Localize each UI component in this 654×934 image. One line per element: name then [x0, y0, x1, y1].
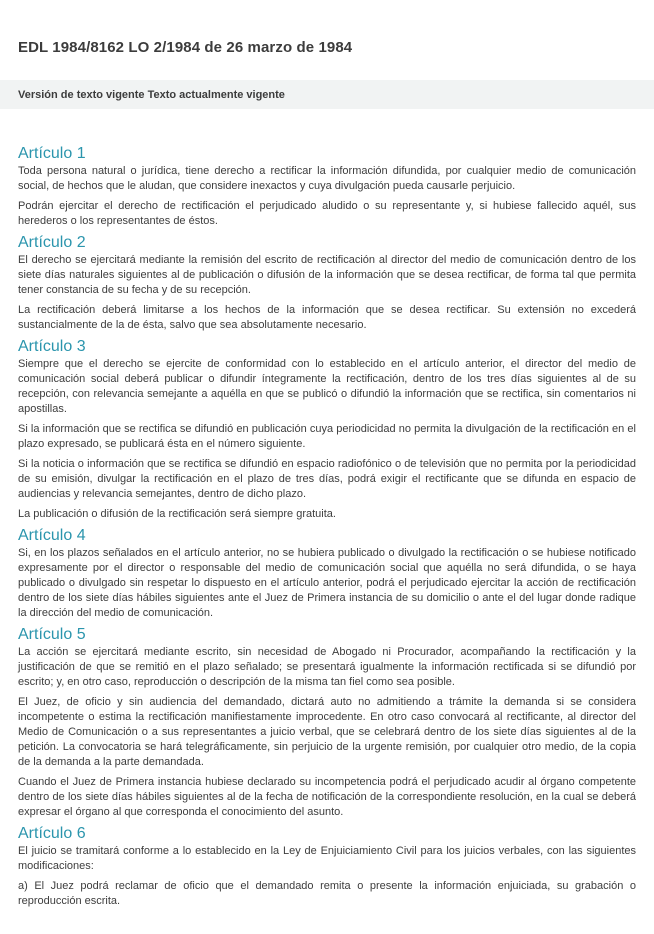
article-paragraph: El derecho se ejercitará mediante la remisión del escrito de rectificación al director del medio de comunicación dentro de los siete días naturales siguientes al de publicación o difusión de la información que se desea rectificar, de forma tal que permita tener constancia de su fecha y de su recepción. [18, 254, 636, 296]
article-paragraph: La rectificación deberá limitarse a los hechos de la información que se desea rectificar. Su extensión no excederá sustancialmente de la de ésta, salvo que sea absolutamente necesario. [18, 304, 636, 331]
article-heading-3: Artículo 3 [18, 338, 86, 355]
article-paragraph: Podrán ejercitar el derecho de rectificación el perjudicado aludido o su representante y, si hubiese fallecido aquél, sus herederos o los representantes de éstos. [18, 200, 636, 227]
articles-section [0, 109, 654, 909]
article-paragraph: El Juez, de oficio y sin audiencia del demandado, dictará auto no admitiendo a trámite la demanda si se considera incompetente o estima la rectificación manifiestamente improcedente. En otro caso convocará al rectificante, al director del Medio de Comunicación o a sus representantes a juicio verbal, que se celebrará dentro de los siete días siguientes al de la petición. La convocatoria se hará telegráficamente, sin perjuicio de la urgente remisión, por cualquier otro medio, de la copia de la demanda a la parte demandada. [18, 696, 636, 768]
document-title: EDL 1984/8162 LO 2/1984 de 26 marzo de 1984 [18, 39, 353, 56]
article-heading-6: Artículo 6 [18, 825, 86, 842]
article-heading-1: Artículo 1 [18, 145, 86, 162]
article-paragraph: Siempre que el derecho se ejercite de conformidad con lo establecido en el artículo anterior, el director del medio de comunicación social deberá publicar o difundir íntegramente la rectificación, dentro de los tres días siguientes al de su recepción, con relevancia semejante a aquélla en que se publicó o difundió la información que se rectifica, sin comentarios ni apostillas. [18, 358, 636, 415]
article-heading-4: Artículo 4 [18, 527, 86, 544]
article-paragraph: La publicación o difusión de la rectificación será siempre gratuita. [18, 508, 336, 520]
article-paragraph: El juicio se tramitará conforme a lo establecido en la Ley de Enjuiciamiento Civil para los juicios verbales, con las siguientes modificaciones: [18, 845, 636, 872]
article-paragraph: Cuando el Juez de Primera instancia hubiese declarado su incompetencia podrá el perjudicado acudir al órgano competente dentro de los siete días hábiles siguientes al de la fecha de notificación de la correspondiente resolución, en la cual se deberá expresar el órgano al que corresponda el conocimiento del asunto. [18, 776, 636, 818]
article-paragraph: Si la información que se rectifica se difundió en publicación cuya periodicidad no permita la divulgación de la rectificación en el plazo expresado, se publicará ésta en el número siguiente. [18, 423, 636, 450]
article-heading-2: Artículo 2 [18, 234, 86, 251]
article-paragraph: Toda persona natural o jurídica, tiene derecho a rectificar la información difundida, por cualquier medio de comunicación social, de hechos que le aludan, que considere inexactos y cuya divulgación pueda causarle perjuicio. [18, 165, 636, 192]
article-paragraph: Si, en los plazos señalados en el artículo anterior, no se hubiera publicado o divulgado la rectificación o se hubiese notificado expresamente por el director o responsable del medio de comunicación social que aquélla no será difundida, o se haya publicado o divulgado sin respetar lo dispuesto en el artículo anterior, podrá el perjudicado ejercitar la acción de rectificación dentro de los siete días hábiles siguientes ante el Juez de Primera instancia de su domicilio o ante el del lugar donde radique la dirección del medio de comunicación. [18, 547, 636, 619]
article-paragraph: La acción se ejercitará mediante escrito, sin necesidad de Abogado ni Procurador, acompañando la rectificación y la justificación de que se remitió en el plazo señalado; se presentará igualmente la información rectificada si se difundió por escrito; y, en otro caso, reproducción o descripción de la misma tan fiel como sea posible. [18, 646, 636, 688]
version-bar [0, 80, 654, 109]
article-heading-5: Artículo 5 [18, 626, 86, 643]
article-paragraph: a) El Juez podrá reclamar de oficio que el demandado remita o presente la información enjuiciada, su grabación o reproducción escrita. [18, 880, 636, 907]
article-paragraph: Si la noticia o información que se rectifica se difundió en espacio radiofónico o de televisión que no permita por la periodicidad de su emisión, divulgar la rectificación en el plazo de tres días, podrá exigir el rectificante que se difunda en espacio de audiencias y relevancia semejantes, dentro de dicho plazo. [18, 458, 636, 500]
version-bar-label: Versión de texto vigente Texto actualmente vigente [18, 88, 285, 101]
